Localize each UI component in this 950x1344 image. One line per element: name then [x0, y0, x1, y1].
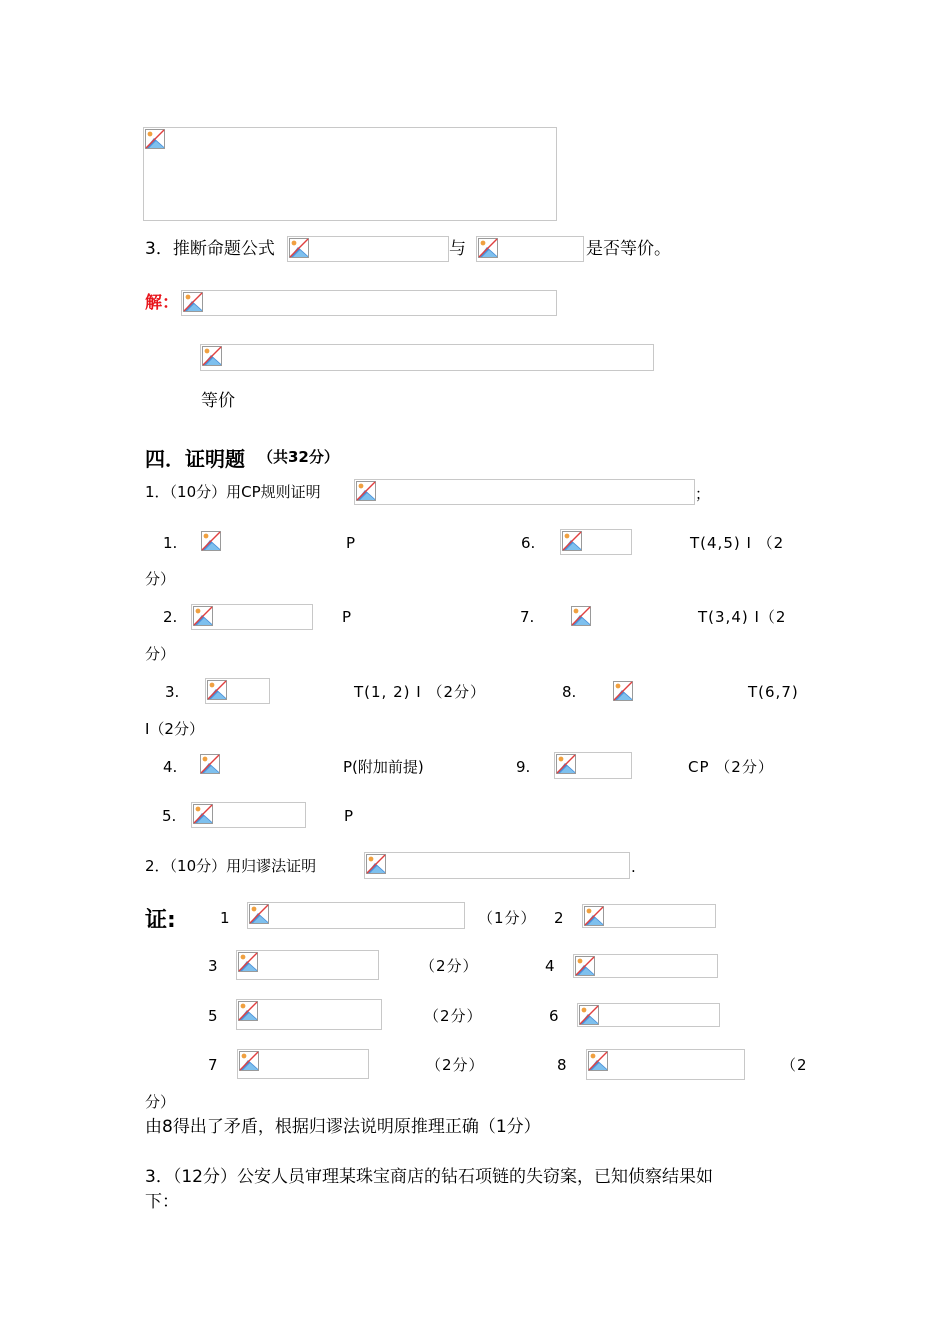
- solution-label: 解：: [145, 293, 179, 313]
- step-rule: CP （2分）: [688, 758, 774, 776]
- step-rule: T(3,4) I（2: [698, 608, 787, 626]
- broken-image-icon: [575, 956, 595, 976]
- formula-image-box: [287, 236, 449, 262]
- formula-image-box: [582, 904, 716, 928]
- step-number: 3.: [165, 683, 180, 701]
- step-number: 4: [545, 957, 555, 975]
- step-score: （2分）: [420, 957, 479, 975]
- formula-image-box: [236, 950, 379, 980]
- step-rule-wrap: I（2分）: [145, 720, 204, 738]
- broken-image-icon: [289, 238, 309, 258]
- broken-image-icon: [183, 292, 203, 312]
- solution-conclusion: 等价: [201, 391, 235, 411]
- formula-image-box: [191, 802, 306, 828]
- formula-image-box: [354, 479, 695, 505]
- step-number: 7: [208, 1056, 218, 1074]
- section-points: （共32分）: [258, 448, 339, 466]
- proof-2-end: .: [631, 858, 636, 876]
- step-rule: P: [346, 534, 356, 552]
- formula-image-box: [586, 1049, 745, 1080]
- step-number: 6.: [521, 534, 536, 552]
- formula-image-box: [205, 678, 270, 704]
- step-number: 5: [208, 1007, 218, 1025]
- broken-image-icon: [584, 906, 604, 926]
- step-rule: P(附加前提): [343, 758, 424, 776]
- proof-label: 证:: [145, 908, 176, 933]
- step-rule: T(1, 2) I （2分）: [354, 683, 486, 701]
- formula-image-box: [143, 127, 557, 221]
- formula-image-box: [181, 290, 557, 316]
- step-score: （2: [781, 1056, 808, 1074]
- proof-2-conclusion: 由8得出了矛盾，根据归谬法说明原推理正确（1分）: [145, 1117, 541, 1137]
- broken-image-icon: [562, 531, 582, 551]
- broken-image-icon: [193, 804, 213, 824]
- broken-image-icon: [613, 681, 633, 701]
- broken-image-icon: [356, 481, 376, 501]
- step-rule-wrap: 分）: [145, 570, 176, 588]
- step-score: （2分）: [426, 1056, 485, 1074]
- step-rule: P: [344, 807, 354, 825]
- question-3-line-2: 下：: [145, 1192, 179, 1212]
- question-3-line-1: 3．（12分）公安人员审理某珠宝商店的钻石项链的失窃案，已知侦察结果如: [145, 1167, 713, 1187]
- step-rule: T(6,7): [748, 683, 799, 701]
- step-number: 2.: [163, 608, 178, 626]
- formula-image-box: [476, 236, 584, 262]
- broken-image-icon: [238, 1001, 258, 1021]
- broken-image-icon: [478, 238, 498, 258]
- step-score-wrap: 分）: [145, 1093, 176, 1111]
- step-number: 8.: [562, 683, 577, 701]
- step-number: 2: [554, 909, 564, 927]
- proof-1-end: ；: [695, 485, 711, 503]
- formula-image-box: [364, 852, 630, 879]
- broken-image-icon: [249, 904, 269, 924]
- formula-image-box: [577, 1003, 720, 1027]
- broken-image-icon: [201, 531, 221, 551]
- formula-image-box: [200, 344, 654, 371]
- step-rule: P: [342, 608, 352, 626]
- step-number: 5.: [162, 807, 177, 825]
- step-score: （2分）: [424, 1007, 483, 1025]
- formula-image-box: [191, 604, 313, 630]
- broken-image-icon: [200, 754, 220, 774]
- broken-image-icon: [366, 854, 386, 874]
- section-title: 四．证明题: [145, 447, 245, 471]
- formula-image-box: [560, 529, 632, 555]
- proof-1-intro: 1．（10分）用CP规则证明: [145, 483, 321, 501]
- broken-image-icon: [145, 129, 165, 149]
- broken-image-icon: [202, 346, 222, 366]
- broken-image-icon: [579, 1005, 599, 1025]
- step-number: 7.: [520, 608, 535, 626]
- step-number: 9.: [516, 758, 531, 776]
- broken-image-icon: [239, 1051, 259, 1071]
- broken-image-icon: [238, 952, 258, 972]
- step-number: 1.: [163, 534, 178, 552]
- broken-image-icon: [193, 606, 213, 626]
- broken-image-icon: [556, 754, 576, 774]
- step-score: （1分）: [478, 909, 537, 927]
- step-rule: T(4,5) I （2: [690, 534, 785, 552]
- question-3-text: 3．推断命题公式: [145, 239, 275, 259]
- step-number: 4.: [163, 758, 178, 776]
- formula-image-box: [573, 954, 718, 978]
- proof-2-intro: 2．（10分）用归谬法证明: [145, 857, 317, 875]
- step-rule-wrap: 分）: [145, 645, 176, 663]
- formula-image-box: [554, 752, 632, 779]
- question-3-tail: 是否等价。: [586, 239, 671, 259]
- step-number: 1: [220, 909, 230, 927]
- question-3-connector: 与: [449, 239, 466, 259]
- broken-image-icon: [571, 606, 591, 626]
- formula-image-box: [247, 902, 465, 929]
- step-number: 8: [557, 1056, 567, 1074]
- step-number: 6: [549, 1007, 559, 1025]
- broken-image-icon: [588, 1051, 608, 1071]
- step-number: 3: [208, 957, 218, 975]
- formula-image-box: [236, 999, 382, 1030]
- broken-image-icon: [207, 680, 227, 700]
- formula-image-box: [237, 1049, 369, 1079]
